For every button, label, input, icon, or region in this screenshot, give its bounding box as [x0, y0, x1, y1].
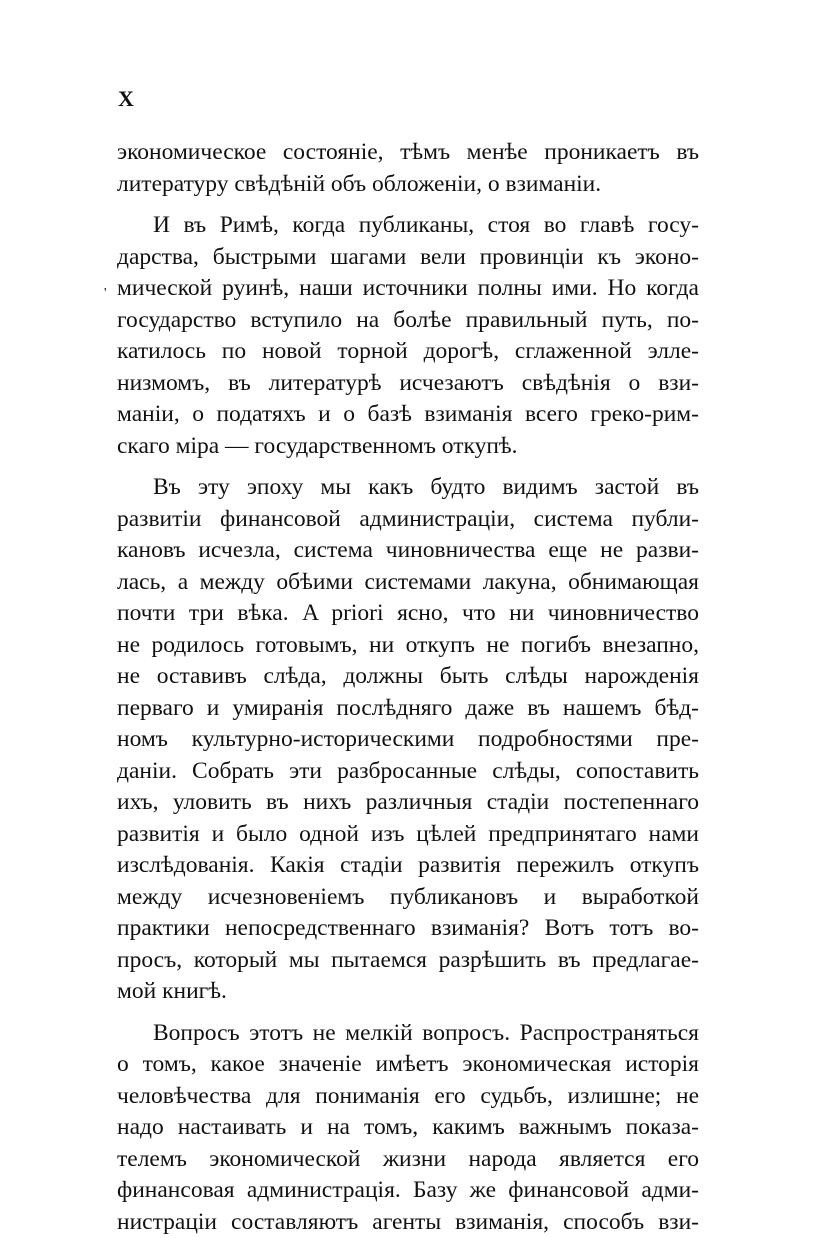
text-line: скаго мiра — государственномъ откупѣ. [117, 431, 699, 463]
text-line: Вопросъ этотъ не мелкiй вопросъ. Распространяться [117, 1018, 699, 1050]
text-line: не родилось готовымъ, ни откупъ не погибъ внезапно, [117, 630, 699, 662]
margin-mark: ' [104, 287, 107, 301]
text-line: манiи, о податяхъ и о базѣ взиманiя всего греко-рим- [117, 399, 699, 431]
text-line: изслѣдованiя. Какiя стадiи развитiя пережилъ откупъ [117, 850, 699, 882]
body-text [117, 137, 699, 1238]
text-line: развитiи финансовой администрацiи, система публи- [117, 504, 699, 536]
text-line: мической руинѣ, наши источники полны ими. Но когда [117, 273, 699, 305]
text-line: телемъ экономической жизни народа является его [117, 1144, 699, 1176]
text-line: человѣчества для пониманiя его судьбъ, излишне; не [117, 1081, 699, 1113]
text-line: просъ, который мы пытаемся разрѣшить въ предлагае- [117, 945, 699, 977]
text-line: надо настаивать и на томъ, какимъ важнымъ показа- [117, 1112, 699, 1144]
text-line: практики непосредственнаго взиманiя? Вотъ тотъ во- [117, 913, 699, 945]
text-line: не оставивъ слѣда, должны быть слѣды нарожденiя [117, 661, 699, 693]
text-line: перваго и умиранiя послѣдняго даже въ нашемъ бѣд- [117, 693, 699, 725]
text-line: нистрацiи составляютъ агенты взиманiя, способъ взи- [117, 1207, 699, 1238]
text-line: между исчезновенiемъ публикановъ и выработкой [117, 882, 699, 914]
paragraph [117, 137, 699, 200]
text-line: данiи. Собрать эти разбросанные слѣды, сопоставить [117, 756, 699, 788]
text-line: низмомъ, въ литературѣ исчезаютъ свѣдѣнiя о взи- [117, 368, 699, 400]
text-line: лась, а между обѣими системами лакуна, обнимающая [117, 567, 699, 599]
text-line: катилось по новой торной дорогѣ, сглаженной элле- [117, 336, 699, 368]
paragraph [117, 210, 699, 462]
page-number: X [118, 88, 134, 110]
text-line: кановъ исчезла, система чиновничества еще не разви- [117, 535, 699, 567]
text-line: Въ эту эпоху мы какъ будто видимъ застой въ [117, 472, 699, 504]
text-line: ихъ, уловить въ нихъ различныя стадiи постепеннаго [117, 787, 699, 819]
paragraph [117, 472, 699, 1008]
text-line: государство вступило на болѣе правильный путь, по- [117, 305, 699, 337]
text-line: финансовая администрацiя. Базу же финансовой адми- [117, 1175, 699, 1207]
text-line: И въ Римѣ, когда публиканы, стоя во главѣ госу- [117, 210, 699, 242]
text-line: мой книгѣ. [117, 976, 699, 1008]
text-line: дарства, быстрыми шагами вели провинцiи къ эконо- [117, 242, 699, 274]
text-line: экономическое состоянiе, тѣмъ менѣе проникаетъ въ [117, 137, 699, 169]
text-line: о томъ, какое значенiе имѣетъ экономическая исторiя [117, 1049, 699, 1081]
paragraph [117, 1018, 699, 1238]
text-line: литературу свѣдѣнiй объ обложенiи, о взиманiи. [117, 169, 699, 201]
text-line: почти три вѣка. A priori ясно, что ни чиновничество [117, 598, 699, 630]
text-line: номъ культурно-историческими подробностями пре- [117, 724, 699, 756]
text-line: развитiя и было одной изъ цѣлей предпринятаго нами [117, 819, 699, 851]
